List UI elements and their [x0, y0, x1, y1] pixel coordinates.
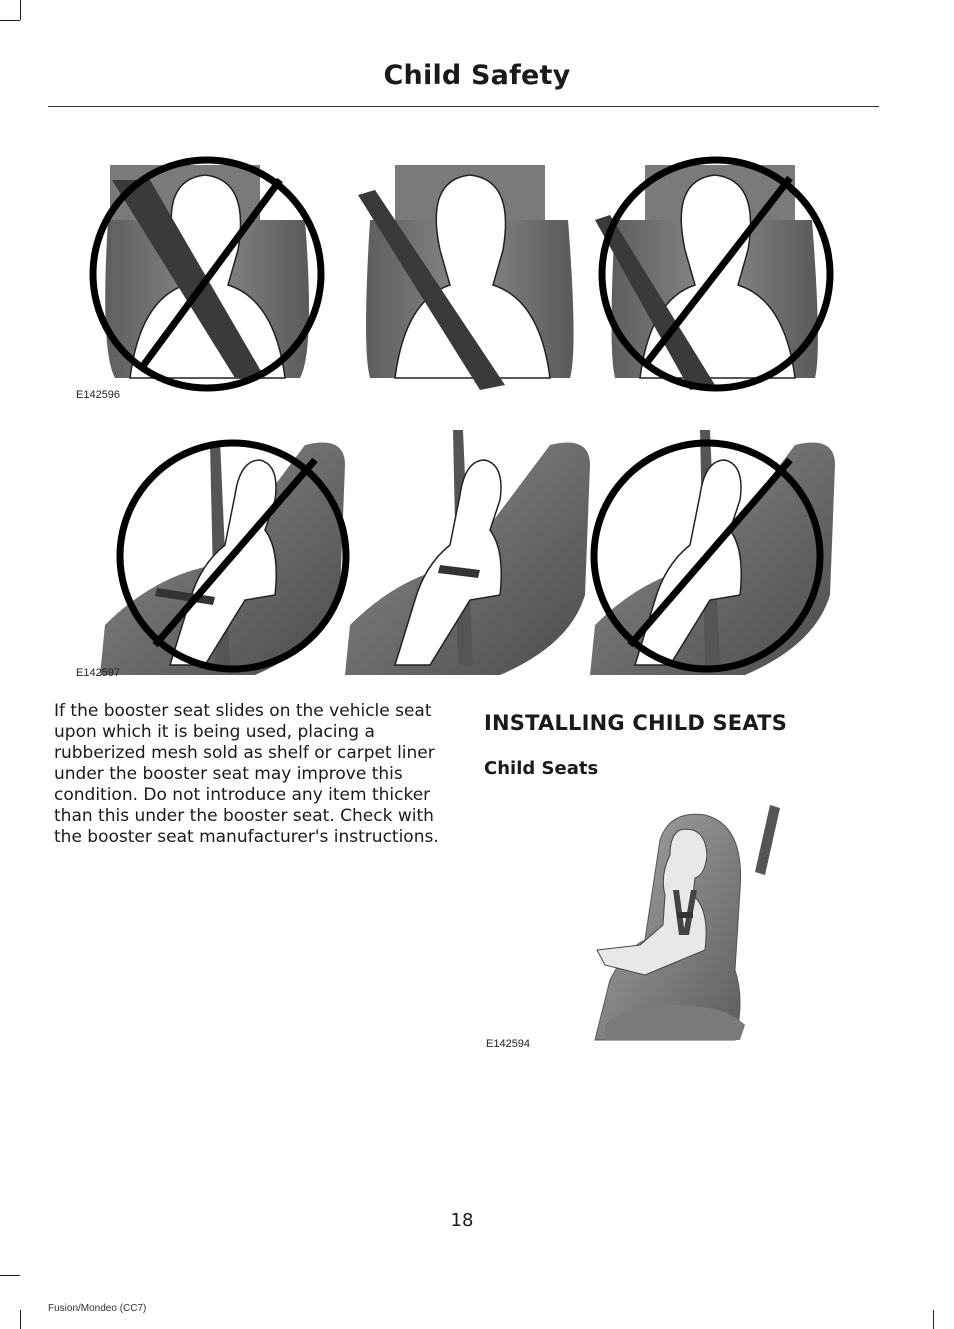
figure-code-child-seat: E142594	[486, 1038, 531, 1050]
crop-mark-bottom-right	[933, 1310, 934, 1329]
adult-belt-figure	[70, 150, 850, 405]
adult-belt-panel-wrong-arm	[595, 160, 830, 390]
sub-heading: Child Seats	[484, 758, 599, 779]
booster-panel-correct	[345, 430, 590, 675]
crop-mark-top-left	[20, 0, 21, 20]
child-seat-figure	[585, 800, 785, 1045]
figure-code-booster: E142597	[76, 667, 121, 679]
crop-mark-bottom-left	[20, 1310, 21, 1329]
header-divider	[48, 106, 879, 107]
crop-mark-bottom-left-h	[0, 1275, 20, 1276]
crop-mark-top-left-h	[0, 20, 20, 21]
booster-panel-wrong-loose	[100, 440, 346, 675]
figure-code-adult: E142596	[76, 389, 121, 401]
section-heading: INSTALLING CHILD SEATS	[484, 711, 788, 735]
booster-belt-figure	[95, 425, 840, 680]
footer-model: Fusion/Mondeo (CC7)	[48, 1303, 147, 1314]
booster-panel-wrong-arm	[590, 430, 835, 675]
page-title: Child Safety	[383, 60, 571, 91]
adult-belt-panel-correct	[358, 165, 574, 390]
page-number: 18	[450, 1210, 474, 1231]
adult-belt-panel-wrong-neck	[93, 160, 321, 388]
booster-slide-paragraph: If the booster seat slides on the vehicle seat upon which it is being used, placing a rubberized mesh sold as shelf or carpet liner under the booster seat may improve this condition. Do not introduce any item thicker than this under the booster seat. Check with the booster seat manufacturer's instructions.	[54, 701, 439, 847]
